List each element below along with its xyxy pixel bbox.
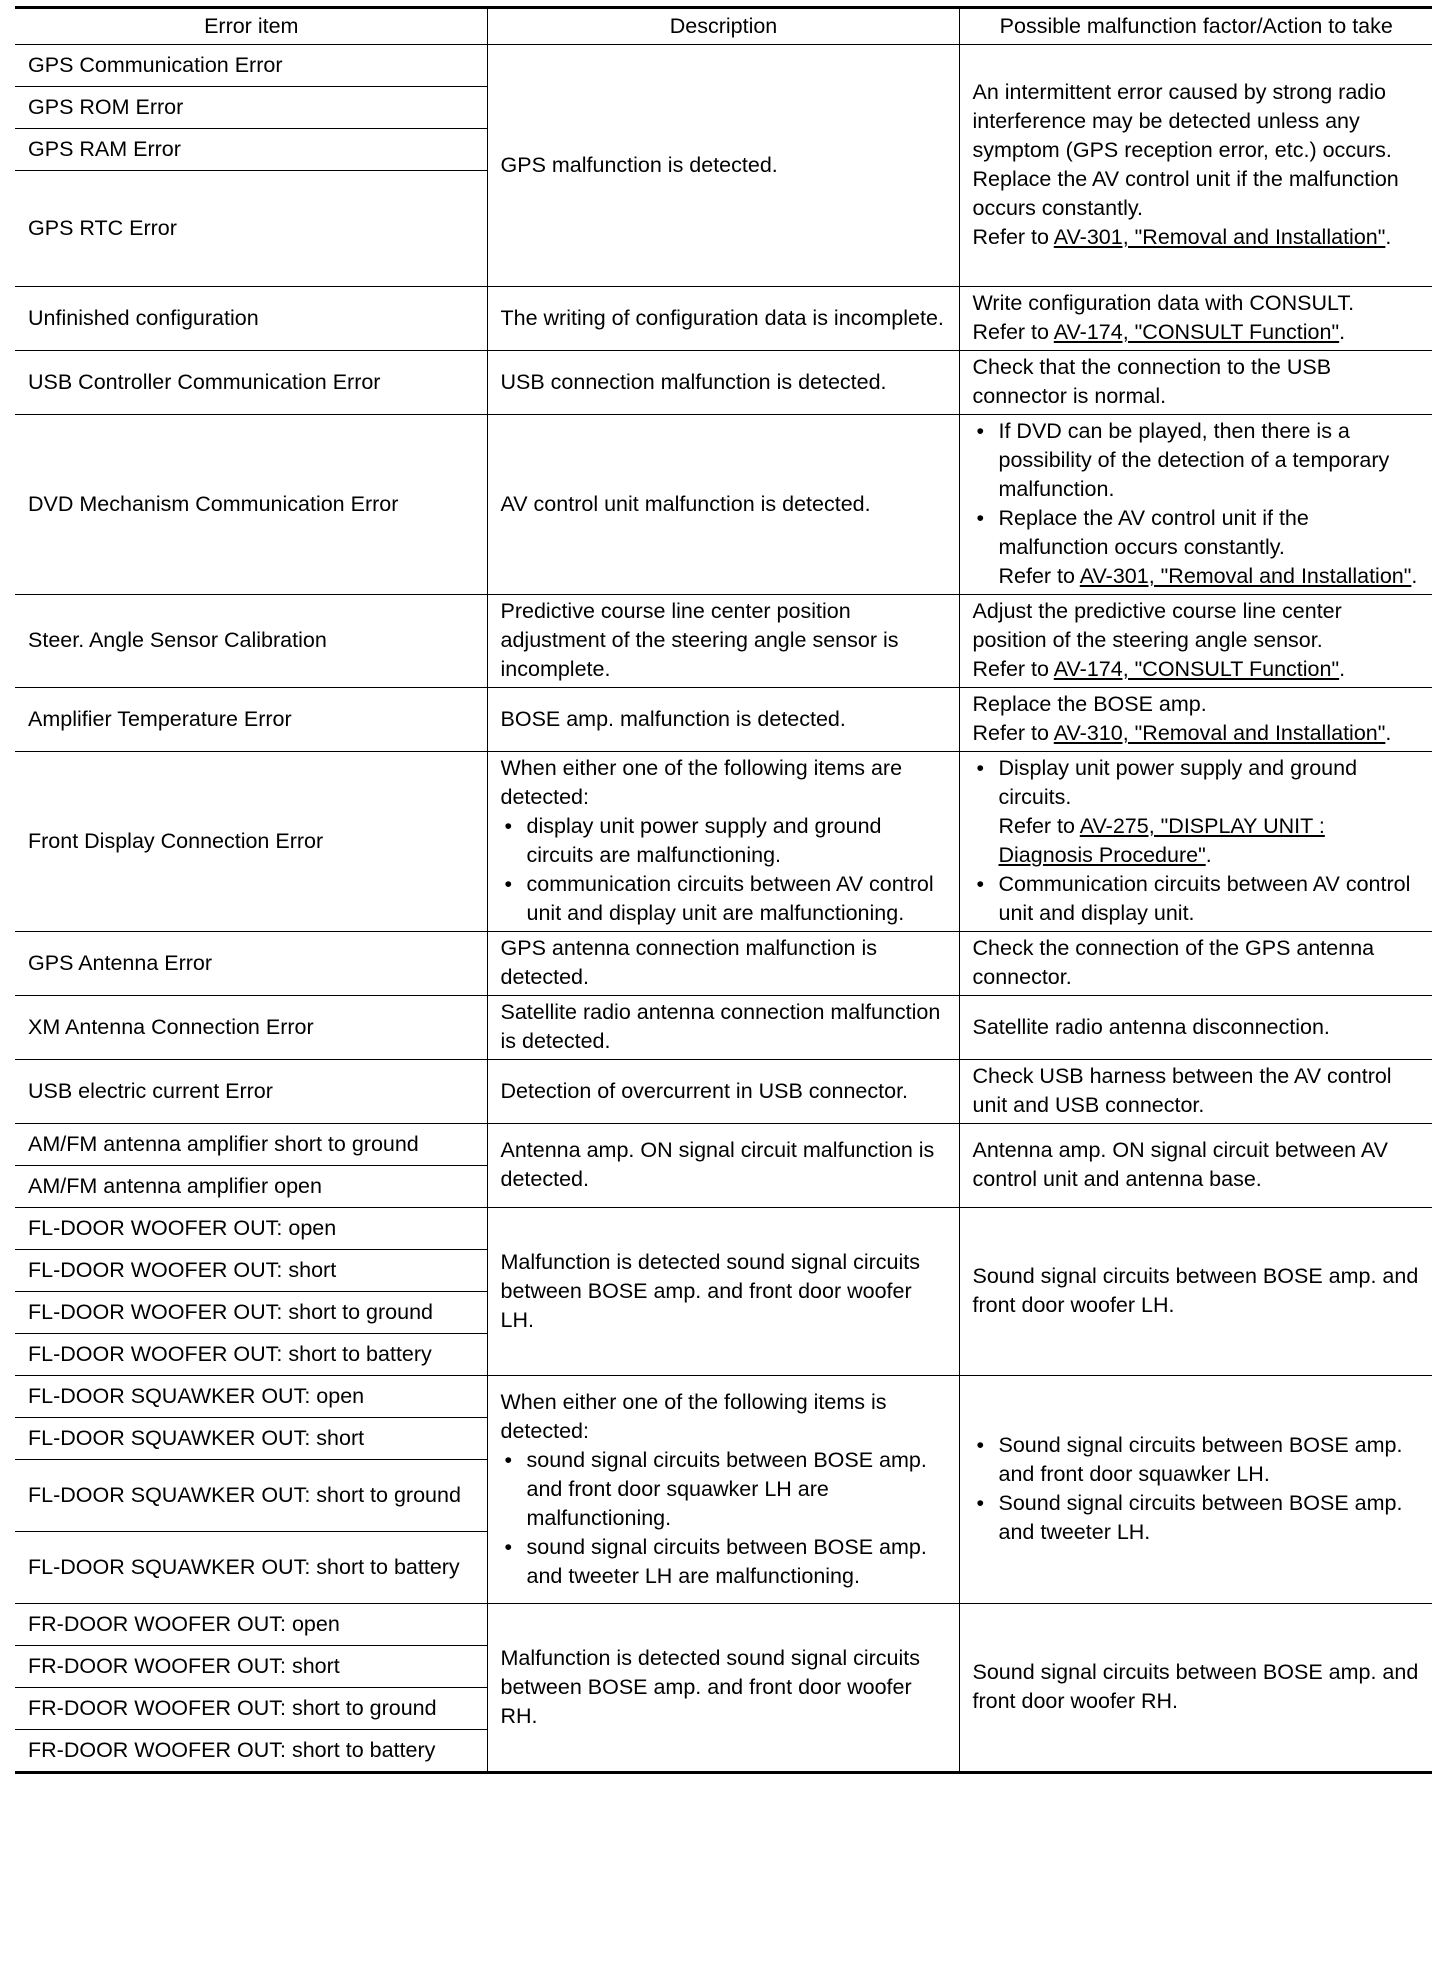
description-cell: Detection of overcurrent in USB connector. — [487, 1060, 959, 1124]
description-cell — [487, 752, 959, 932]
table-row — [15, 752, 1432, 932]
reference-line — [973, 318, 1421, 347]
action-bullet: • Sound signal circuits between BOSE amp. and tweeter LH. — [973, 1489, 1421, 1547]
table-row — [15, 1376, 1432, 1418]
error-item-cell: Steer. Angle Sensor Calibration — [15, 595, 487, 688]
description-cell: Antenna amp. ON signal circuit malfunction is detected. — [487, 1124, 959, 1208]
error-item-cell: FL-DOOR SQUAWKER OUT: short — [15, 1418, 487, 1460]
error-item-cell: GPS RTC Error — [15, 171, 487, 287]
error-table — [15, 6, 1432, 1774]
period: . — [1205, 843, 1212, 867]
period: . — [1339, 657, 1346, 681]
reference-link[interactable]: AV-275, "DISPLAY UNIT : Diagnosis Procedure" — [998, 814, 1325, 867]
error-table-sheet — [15, 6, 1432, 1774]
refer-label: Refer to — [972, 320, 1049, 344]
reference-link[interactable]: AV-310, "Removal and Installation" — [1053, 721, 1386, 745]
refer-label: Refer to — [972, 657, 1049, 681]
error-item-cell: USB Controller Communication Error — [15, 351, 487, 415]
error-item-cell: FL-DOOR SQUAWKER OUT: short to battery — [15, 1532, 487, 1604]
error-item-cell: FL-DOOR WOOFER OUT: short — [15, 1250, 487, 1292]
error-item-cell: GPS RAM Error — [15, 129, 487, 171]
error-item-cell: FR-DOOR WOOFER OUT: short to battery — [15, 1730, 487, 1773]
description-bullet: • sound signal circuits between BOSE amp. and front door squawker LH are malfunctioning. — [501, 1446, 947, 1533]
refer-label: Refer to — [972, 721, 1049, 745]
error-item-cell: Front Display Connection Error — [15, 752, 487, 932]
action-bullet: • If DVD can be played, then there is a possibility of the detection of a temporary malfunction. — [973, 417, 1421, 504]
table-row — [15, 351, 1432, 415]
description-bullet: • sound signal circuits between BOSE amp. and tweeter LH are malfunctioning. — [501, 1533, 947, 1591]
error-item-cell: FL-DOOR SQUAWKER OUT: open — [15, 1376, 487, 1418]
action-cell: Antenna amp. ON signal circuit between AV control unit and antenna base. — [959, 1124, 1432, 1208]
action-cell: Satellite radio antenna disconnection. — [959, 996, 1432, 1060]
header-row — [15, 8, 1432, 45]
period: . — [1385, 225, 1392, 249]
description-cell: Predictive course line center position adjustment of the steering angle sensor is incomplete. — [487, 595, 959, 688]
table-row — [15, 932, 1432, 996]
description-cell: Malfunction is detected sound signal circuits between BOSE amp. and front door woofer LH. — [487, 1208, 959, 1376]
error-item-cell: AM/FM antenna amplifier short to ground — [15, 1124, 487, 1166]
error-item-cell: USB electric current Error — [15, 1060, 487, 1124]
action-cell: Check the connection of the GPS antenna connector. — [959, 932, 1432, 996]
action-cell — [959, 752, 1432, 932]
description-cell: Satellite radio antenna connection malfunction is detected. — [487, 996, 959, 1060]
table-row — [15, 415, 1432, 595]
error-item-cell: FL-DOOR WOOFER OUT: open — [15, 1208, 487, 1250]
action-bullet: • Display unit power supply and ground circuits. — [973, 754, 1421, 812]
description-cell: The writing of configuration data is incomplete. — [487, 287, 959, 351]
table-row — [15, 45, 1432, 87]
action-cell: Sound signal circuits between BOSE amp. and front door woofer LH. — [959, 1208, 1432, 1376]
error-item-cell: FR-DOOR WOOFER OUT: short to ground — [15, 1688, 487, 1730]
action-cell — [959, 287, 1432, 351]
description-bullet: • display unit power supply and ground circuits are malfunctioning. — [501, 812, 947, 870]
description-cell: GPS antenna connection malfunction is detected. — [487, 932, 959, 996]
action-text: An intermittent error caused by strong radio interference may be detected unless any symptom (GPS reception error, etc.) occurs. — [972, 80, 1392, 162]
action-cell: Check that the connection to the USB connector is normal. — [959, 351, 1432, 415]
table-row — [15, 1604, 1432, 1646]
action-cell — [959, 45, 1432, 287]
header-description: Description — [487, 8, 959, 45]
description-cell — [487, 1376, 959, 1604]
error-item-cell: DVD Mechanism Communication Error — [15, 415, 487, 595]
reference-line — [973, 562, 1421, 591]
reference-link[interactable]: AV-174, "CONSULT Function" — [1053, 657, 1340, 681]
action-text: Replace the BOSE amp. — [972, 692, 1207, 716]
refer-label: Refer to — [998, 564, 1075, 588]
action-bullet: • Replace the AV control unit if the malfunction occurs constantly. — [973, 504, 1421, 562]
description-cell: AV control unit malfunction is detected. — [487, 415, 959, 595]
description-intro: When either one of the following items is detected: — [500, 1389, 887, 1443]
description-bullet: • communication circuits between AV control unit and display unit are malfunctioning. — [501, 870, 947, 928]
description-cell: USB connection malfunction is detected. — [487, 351, 959, 415]
reference-line — [973, 655, 1421, 684]
description-cell: Malfunction is detected sound signal circuits between BOSE amp. and front door woofer RH. — [487, 1604, 959, 1773]
table-row — [15, 595, 1432, 688]
reference-link[interactable]: AV-301, "Removal and Installation" — [1053, 225, 1386, 249]
period: . — [1339, 320, 1346, 344]
reference-line — [973, 223, 1421, 252]
error-item-cell: AM/FM antenna amplifier open — [15, 1166, 487, 1208]
error-item-cell: FR-DOOR WOOFER OUT: short — [15, 1646, 487, 1688]
action-text: Write configuration data with CONSULT. — [972, 291, 1355, 315]
refer-label: Refer to — [972, 225, 1049, 249]
action-cell: Sound signal circuits between BOSE amp. and front door woofer RH. — [959, 1604, 1432, 1773]
reference-line — [973, 719, 1421, 748]
error-item-cell: XM Antenna Connection Error — [15, 996, 487, 1060]
description-intro: When either one of the following items are detected: — [500, 756, 903, 809]
error-item-cell: Unfinished configuration — [15, 287, 487, 351]
error-item-cell: GPS Antenna Error — [15, 932, 487, 996]
reference-line — [973, 812, 1421, 870]
refer-label: Refer to — [998, 814, 1075, 838]
reference-link[interactable]: AV-301, "Removal and Installation" — [1079, 564, 1412, 588]
action-cell — [959, 1376, 1432, 1604]
error-item-cell: Amplifier Temperature Error — [15, 688, 487, 752]
error-item-cell: FL-DOOR WOOFER OUT: short to ground — [15, 1292, 487, 1334]
reference-link[interactable]: AV-174, "CONSULT Function" — [1053, 320, 1340, 344]
header-action: Possible malfunction factor/Action to take — [959, 8, 1432, 45]
error-item-cell: FL-DOOR SQUAWKER OUT: short to ground — [15, 1460, 487, 1532]
error-item-cell: GPS Communication Error — [15, 45, 487, 87]
header-error-item: Error item — [15, 8, 487, 45]
table-row — [15, 1060, 1432, 1124]
error-item-cell: FL-DOOR WOOFER OUT: short to battery — [15, 1334, 487, 1376]
action-cell — [959, 595, 1432, 688]
action-cell — [959, 688, 1432, 752]
action-cell: Check USB harness between the AV control unit and USB connector. — [959, 1060, 1432, 1124]
table-row — [15, 996, 1432, 1060]
action-bullet: • Sound signal circuits between BOSE amp. and front door squawker LH. — [973, 1431, 1421, 1489]
action-cell — [959, 415, 1432, 595]
error-item-cell: GPS ROM Error — [15, 87, 487, 129]
description-cell: BOSE amp. malfunction is detected. — [487, 688, 959, 752]
table-row — [15, 287, 1432, 351]
table-row — [15, 688, 1432, 752]
action-bullet: • Communication circuits between AV control unit and display unit. — [973, 870, 1421, 928]
error-item-cell: FR-DOOR WOOFER OUT: open — [15, 1604, 487, 1646]
description-cell: GPS malfunction is detected. — [487, 45, 959, 287]
action-text: Adjust the predictive course line center position of the steering angle sensor. — [972, 599, 1342, 652]
period: . — [1411, 564, 1418, 588]
period: . — [1385, 721, 1392, 745]
table-row — [15, 1208, 1432, 1250]
table-row — [15, 1124, 1432, 1166]
action-text: Replace the AV control unit if the malfunction occurs constantly. — [972, 167, 1399, 220]
